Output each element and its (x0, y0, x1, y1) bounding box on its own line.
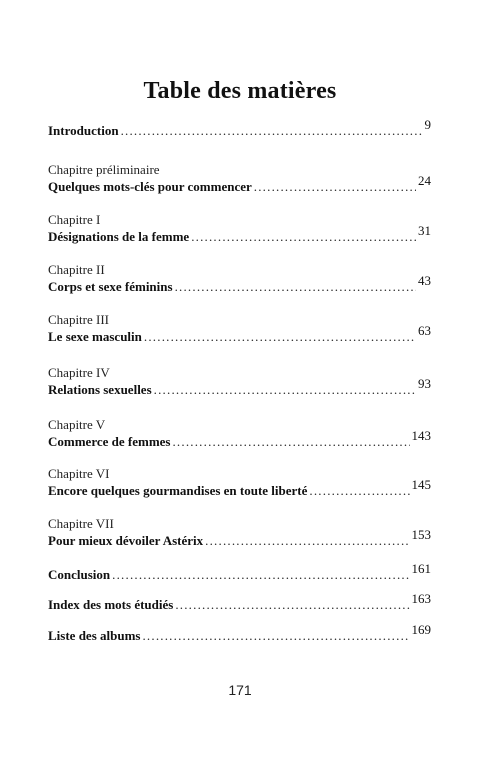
toc-line (48, 376, 431, 399)
dot-leader (172, 433, 409, 451)
toc-entry-chapitre-6 (48, 466, 431, 500)
toc-page-number: 43 (418, 273, 431, 288)
toc-entry-title: Corps et sexe féminins (48, 279, 173, 294)
toc-entry-chapitre-4 (48, 365, 431, 399)
page-number-footer: 171 (228, 682, 252, 698)
toc-page-number: 153 (411, 527, 431, 542)
dot-leader (205, 532, 409, 550)
toc-entry-introduction (48, 117, 431, 140)
toc-line (48, 273, 431, 296)
toc-entry-title: Liste des albums (48, 628, 141, 643)
chapter-number: Chapitre IV (48, 365, 110, 380)
chapter-number: Chapitre VI (48, 466, 110, 481)
toc-entry-index (48, 591, 431, 614)
toc-entry-chapitre-2 (48, 262, 431, 296)
toc-entry-liste-des-albums (48, 622, 431, 645)
toc-entry-title: Encore quelques gourmandises en toute liberté (48, 483, 308, 498)
dot-leader (112, 566, 409, 584)
dot-leader (191, 228, 416, 246)
toc-line (48, 591, 431, 614)
toc-entry-title: Quelques mots-clés pour commencer (48, 179, 252, 194)
toc-page-number: 143 (411, 428, 431, 443)
dot-leader (142, 627, 409, 645)
toc-page-number: 93 (418, 376, 431, 391)
toc-page-number: 163 (411, 591, 431, 606)
dot-leader (121, 122, 423, 140)
toc-entry-title: Pour mieux dévoiler Astérix (48, 533, 204, 548)
toc-line (48, 622, 431, 645)
dot-leader (175, 596, 409, 614)
toc-line (48, 117, 431, 140)
toc-entry-title: Commerce de femmes (48, 434, 171, 449)
toc-entry-title: Conclusion (48, 567, 111, 582)
toc-entry-chapitre-preliminaire (48, 162, 431, 196)
dot-leader (144, 328, 416, 346)
chapter-number: Chapitre II (48, 262, 105, 277)
dot-leader (154, 381, 416, 399)
toc-entry-chapitre-1 (48, 212, 431, 246)
toc-line (48, 173, 431, 196)
chapter-number: Chapitre VII (48, 516, 114, 531)
toc-page-number: 24 (418, 173, 431, 188)
dot-leader (254, 178, 416, 196)
toc-line (48, 223, 431, 246)
chapter-number: Chapitre V (48, 417, 106, 432)
toc-page-number: 169 (411, 622, 431, 637)
dot-leader (309, 482, 409, 500)
toc-entry-title: Introduction (48, 123, 119, 138)
toc-entry-conclusion (48, 561, 431, 584)
chapter-number: Chapitre préliminaire (48, 162, 160, 177)
toc-entry-title: Désignations de la femme (48, 229, 190, 244)
dot-leader (175, 278, 416, 296)
toc-entry-title: Relations sexuelles (48, 382, 152, 397)
toc-line (48, 477, 431, 500)
toc-line (48, 323, 431, 346)
toc-entry-title: Index des mots étudiés (48, 597, 174, 612)
toc-page-number: 161 (411, 561, 431, 576)
toc-entry-chapitre-5 (48, 417, 431, 451)
toc-page-number: 9 (424, 117, 431, 132)
toc-entry-chapitre-7 (48, 516, 431, 550)
toc-line (48, 561, 431, 584)
toc-page-number: 145 (411, 477, 431, 492)
chapter-number: Chapitre III (48, 312, 110, 327)
page-title: Table des matières (143, 78, 337, 104)
toc-entry-title: Le sexe masculin (48, 329, 142, 344)
toc-line (48, 428, 431, 451)
toc-page-number: 31 (418, 223, 431, 238)
toc-page-number: 63 (418, 323, 431, 338)
chapter-number: Chapitre I (48, 212, 101, 227)
toc-line (48, 527, 431, 550)
toc-entry-chapitre-3 (48, 312, 431, 346)
